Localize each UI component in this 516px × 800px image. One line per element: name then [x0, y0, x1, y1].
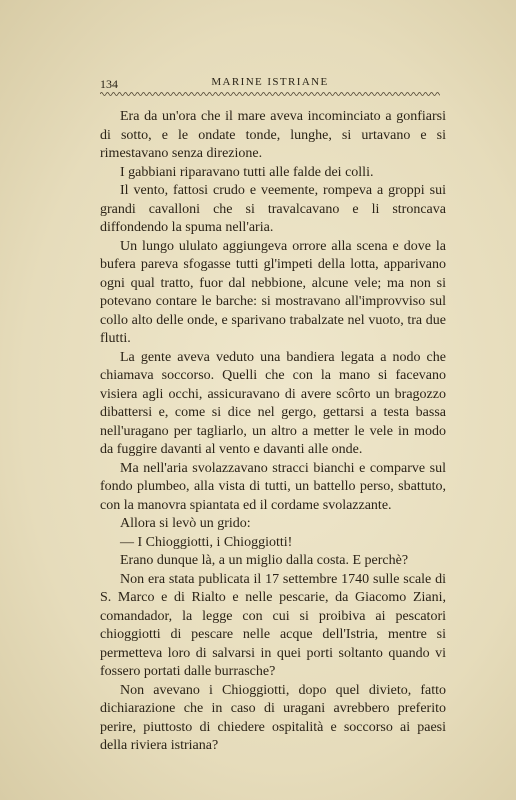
paragraph: Ma nell'aria svolazzavano stracci bianchi e comparve sul fondo plumbeo, alla vista di tutti, un battello perso, sbattuto, con la manovra spiantata ed il cordame svolazzante. [100, 460, 446, 513]
body-text [100, 108, 446, 756]
paragraph: Erano dunque là, a un miglio dalla costa. E perchè? [120, 553, 409, 568]
paragraph: Allora si levò un grido: [120, 516, 251, 531]
wavy-rule-ornament [100, 91, 440, 97]
page-header [100, 76, 440, 100]
paragraph: Il vento, fattosi crudo e veemente, rompeva a groppi sui grandi cavalloni che si travalcavano e li stroncava diffondendo la spuma nell'aria. [100, 183, 446, 235]
dialogue-line: — I Chioggiotti, i Chioggiotti! [120, 534, 293, 550]
paragraph: Era da un'ora che il mare aveva incominciato a gonfiarsi di sotto, e le ondate tonde, lunghe, si urtavano e si rimestavano senza direzione. [100, 109, 446, 161]
running-head: MARINE ISTRIANE [211, 76, 329, 88]
paragraph: Non era stata publicata il 17 settembre 1740 sulle scale di S. Marco e di Rialto e nelle pescarie, da Giacomo Ziani, comandador, la legge con cui si proibiva ai pescatori chioggiotti di pescare nelle acque dell'Istria, mentre si permetteva loro di salvarsi in quei porti soltanto quando vi fossero portati dalle burrasche? [100, 571, 446, 679]
paragraph: I gabbiani riparavano tutti alle falde dei colli. [120, 164, 374, 180]
paragraph: Non avevano i Chioggiotti, dopo quel divieto, fatto dichiarazione che in caso di uragani avrebbero preferito perire, piuttosto di chiedere ospitalità e soccorso ai paesi della riviera istriana? [100, 682, 446, 753]
page-number: 134 [100, 77, 118, 91]
paragraph: La gente aveva veduto una bandiera legata a nodo che chiamava soccorso. Quelli che con la mano si facevano visiera agli occhi, assicuravano di avere scôrto un bragozzo dibattersi e, come si dice nel gergo, gettarsi a testa bassa nell'uragano per tagliarlo, un altro a metter le vele in modo da fuggire davanti al vento e davanti alle onde. [100, 349, 446, 457]
paragraph: Un lungo ululato aggiungeva orrore alla scena e dove la bufera pareva sfogasse tutti gl'impeti della lotta, apparivano ogni qual tratto, fuor dal nebbione, alcune vele; ma non si potevano contare le barche: si mostravano all'improvviso sul collo alto delle onde, e sparivano trabalzate nel vuoto, tra due flutti. [100, 238, 446, 346]
